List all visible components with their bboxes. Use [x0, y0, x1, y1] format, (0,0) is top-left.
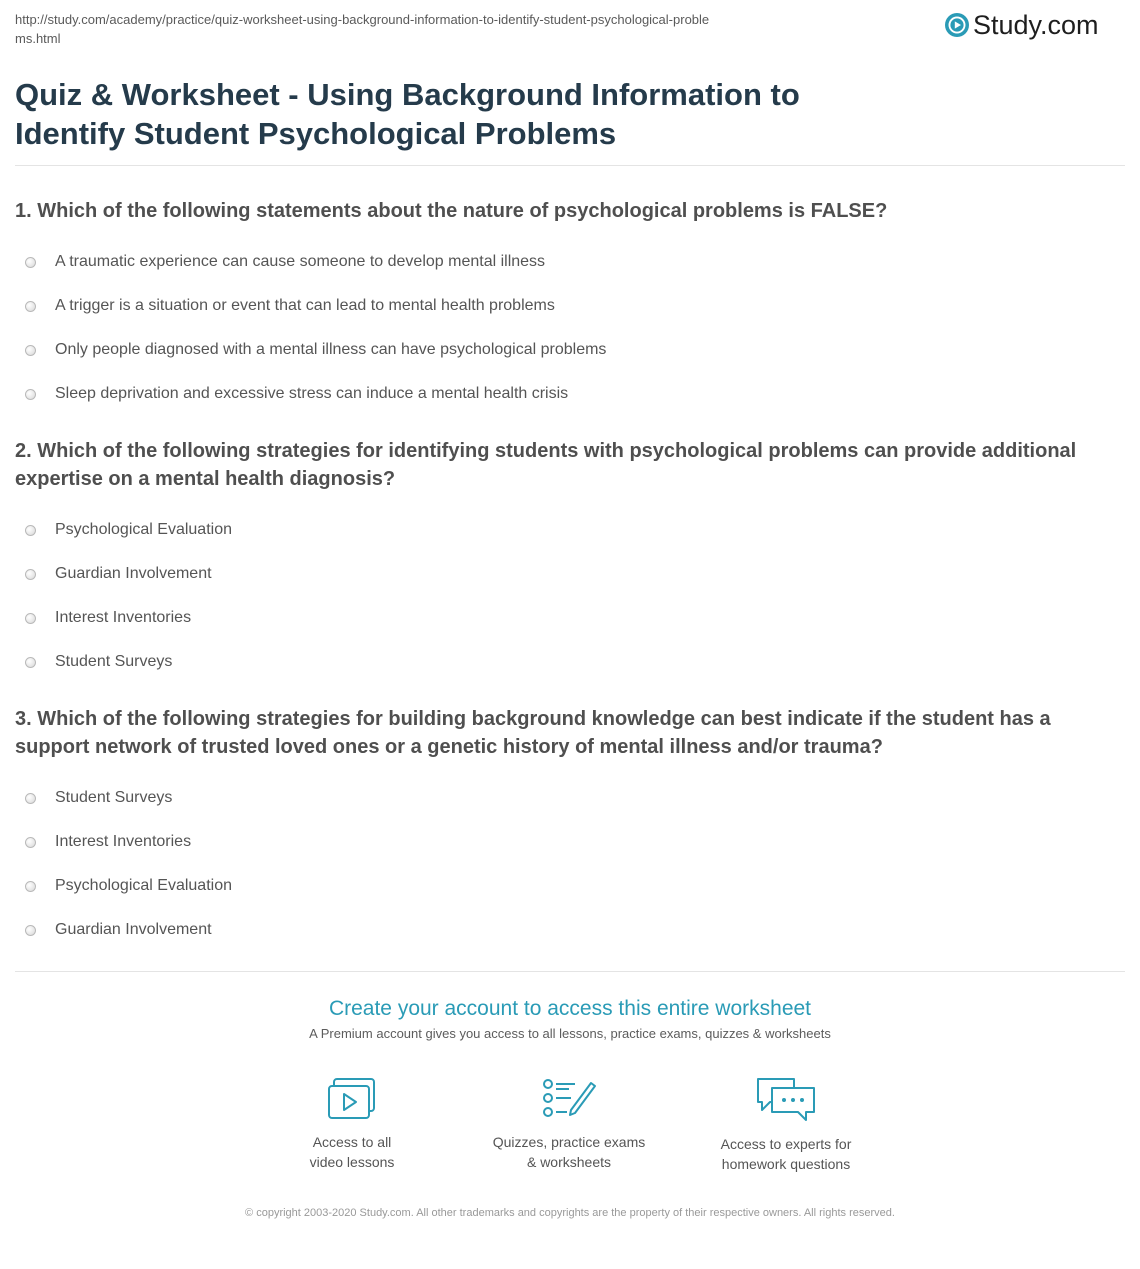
- question-text: 2. Which of the following strategies for identifying students with psychological problems can provide additional expertise on a mental health diagnosis?: [15, 440, 1077, 490]
- feature-quizzes: [469, 1076, 669, 1172]
- answer-label: Guardian Involvement: [55, 565, 212, 582]
- answer-option[interactable]: [15, 640, 1125, 684]
- answer-label: A trigger is a situation or event that can lead to mental health problems: [55, 297, 555, 314]
- questions-divider: [15, 971, 1125, 972]
- answer-label: Student Surveys: [55, 653, 173, 670]
- feature-experts: [686, 1076, 886, 1174]
- feature-label: [252, 1132, 452, 1172]
- answer-option[interactable]: [15, 908, 1125, 952]
- radio-icon[interactable]: [25, 793, 36, 804]
- radio-icon[interactable]: [25, 881, 36, 892]
- answer-label: Only people diagnosed with a mental illness can have psychological problems: [55, 341, 607, 358]
- feature-label: [469, 1132, 669, 1172]
- title-divider: [15, 165, 1125, 166]
- feature-label-line: video lessons: [309, 1154, 395, 1170]
- answer-option[interactable]: [15, 864, 1125, 908]
- radio-icon[interactable]: [25, 301, 36, 312]
- chat-bubbles-icon: [754, 1076, 818, 1124]
- answer-label: Sleep deprivation and excessive stress can induce a mental health crisis: [55, 385, 569, 402]
- radio-icon[interactable]: [25, 345, 36, 356]
- create-account-link[interactable]: Create your account to access this entire worksheet: [328, 997, 812, 1020]
- feature-label-line: homework questions: [721, 1156, 851, 1172]
- question-3: [15, 705, 1125, 952]
- answer-options: [15, 240, 1125, 416]
- feature-label-line: Access to all: [312, 1134, 392, 1150]
- quiz-checklist-icon: [541, 1076, 597, 1122]
- question-text: 1. Which of the following statements about the nature of psychological problems is FALSE?: [15, 200, 888, 222]
- feature-video-lessons: [252, 1076, 452, 1172]
- radio-icon[interactable]: [25, 837, 36, 848]
- answer-option[interactable]: [15, 284, 1125, 328]
- radio-icon[interactable]: [25, 525, 36, 536]
- answer-option[interactable]: [15, 552, 1125, 596]
- page-title: Quiz & Worksheet - Using Background Information to Identify Student Psychological Problems: [15, 77, 800, 151]
- logo-text: Study.com: [973, 10, 1099, 40]
- answer-options: [15, 508, 1125, 684]
- feature-label-line: Access to experts for: [720, 1136, 852, 1152]
- study-logo[interactable]: [944, 8, 1099, 42]
- feature-label: [686, 1134, 886, 1174]
- answer-option[interactable]: [15, 328, 1125, 372]
- play-logo-icon: [944, 12, 970, 38]
- video-lesson-icon: [326, 1076, 378, 1122]
- radio-icon[interactable]: [25, 257, 36, 268]
- feature-label-line: & worksheets: [526, 1154, 612, 1170]
- answer-label: Guardian Involvement: [55, 921, 212, 938]
- answer-label: Interest Inventories: [55, 833, 192, 850]
- question-1: [15, 197, 1125, 416]
- answer-option[interactable]: [15, 776, 1125, 820]
- radio-icon[interactable]: [25, 657, 36, 668]
- answer-option[interactable]: [15, 596, 1125, 640]
- radio-icon[interactable]: [25, 569, 36, 580]
- answer-label: Student Surveys: [55, 789, 173, 806]
- answer-label: Psychological Evaluation: [55, 877, 232, 894]
- copyright-notice: © copyright 2003-2020 Study.com. All other trademarks and copyrights are the property of their respective owners. All rights reserved.: [245, 1207, 895, 1219]
- question-2: [15, 437, 1125, 684]
- answer-options: [15, 776, 1125, 952]
- radio-icon[interactable]: [25, 389, 36, 400]
- page-url: http://study.com/academy/practice/quiz-worksheet-using-background-information-to-identify-student-psychological-problems.html: [15, 12, 710, 46]
- answer-label: Psychological Evaluation: [55, 521, 232, 538]
- answer-option[interactable]: [15, 240, 1125, 284]
- premium-description: A Premium account gives you access to all lessons, practice exams, quizzes & worksheets: [309, 1026, 831, 1041]
- feature-label-line: Quizzes, practice exams: [492, 1134, 646, 1150]
- answer-label: Interest Inventories: [55, 609, 192, 626]
- answer-label: A traumatic experience can cause someone to develop mental illness: [55, 253, 546, 270]
- answer-option[interactable]: [15, 508, 1125, 552]
- radio-icon[interactable]: [25, 925, 36, 936]
- question-text: 3. Which of the following strategies for building background knowledge can best indicate if the student has a support network of trusted loved ones or a genetic history of mental illness and/or trauma?: [15, 708, 1051, 758]
- answer-option[interactable]: [15, 820, 1125, 864]
- answer-option[interactable]: [15, 372, 1125, 416]
- radio-icon[interactable]: [25, 613, 36, 624]
